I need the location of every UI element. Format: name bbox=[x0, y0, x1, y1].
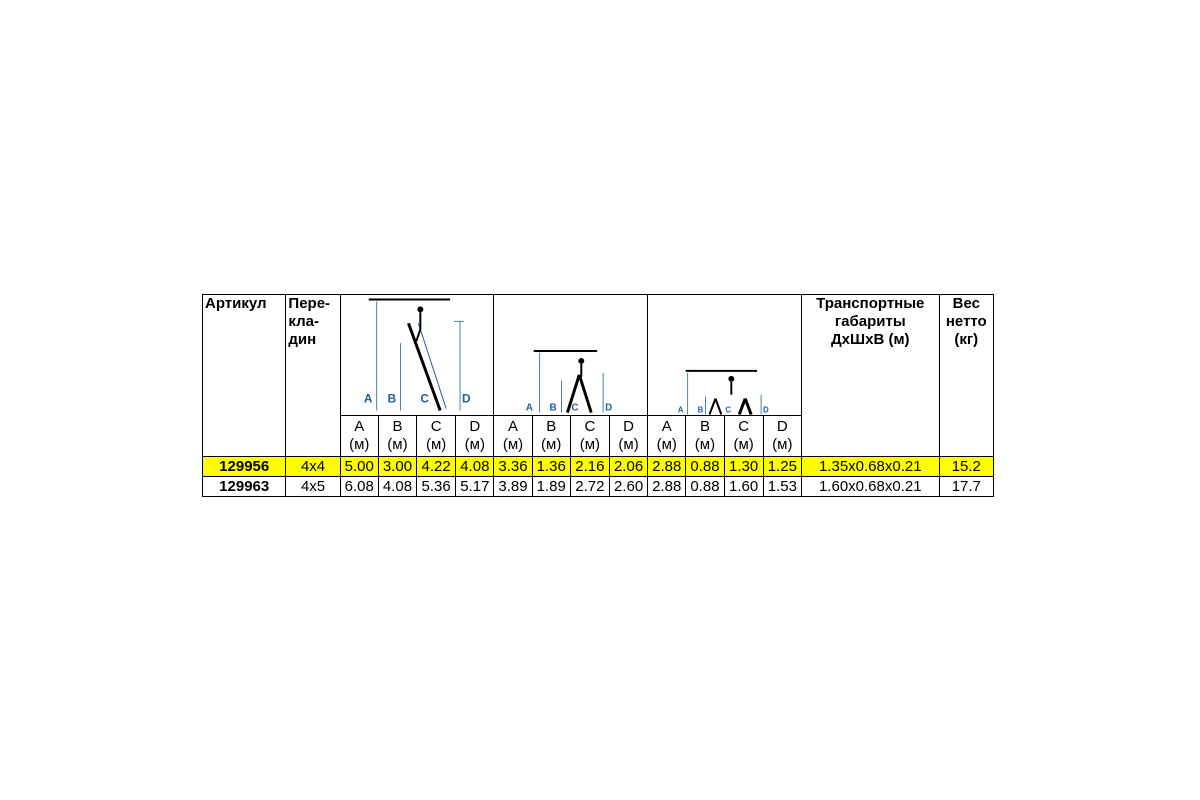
measure-cell: 2.88 bbox=[648, 457, 686, 477]
diagram-label: C bbox=[420, 391, 429, 406]
unit-header-cell: A (м) bbox=[648, 416, 686, 457]
table-row bbox=[203, 457, 994, 477]
unit-header-cell: C (м) bbox=[724, 416, 763, 457]
transport-cell: 1.60x0.68x0.21 bbox=[801, 477, 939, 497]
unit-header-cell: D (м) bbox=[456, 416, 494, 457]
platform-diagram bbox=[648, 295, 802, 416]
diagram-label: A bbox=[677, 405, 684, 415]
ladder-spec-table bbox=[202, 294, 994, 497]
diagram-label: A bbox=[363, 391, 373, 406]
diagram-label: C bbox=[725, 405, 732, 415]
table-row bbox=[203, 477, 994, 497]
diagram-label: A bbox=[526, 402, 534, 414]
article-header: Артикул bbox=[203, 295, 286, 457]
rungs-cell: 4x4 bbox=[286, 457, 340, 477]
diagram-label: C bbox=[571, 402, 579, 414]
measure-cell: 2.06 bbox=[609, 457, 647, 477]
measure-cell: 4.08 bbox=[378, 477, 416, 497]
stepladder-icon bbox=[494, 295, 647, 415]
measure-cell: 1.60 bbox=[724, 477, 763, 497]
diagram-label: B bbox=[549, 402, 558, 414]
diagram-label: B bbox=[387, 391, 396, 406]
transport-cell: 1.35x0.68x0.21 bbox=[801, 457, 939, 477]
measure-cell: 0.88 bbox=[686, 457, 724, 477]
platform-icon bbox=[648, 295, 801, 415]
header-row bbox=[203, 295, 994, 416]
measure-cell: 3.36 bbox=[494, 457, 532, 477]
measure-cell: 6.08 bbox=[340, 477, 378, 497]
rungs-cell: 4x5 bbox=[286, 477, 340, 497]
measure-cell: 5.00 bbox=[340, 457, 378, 477]
measure-cell: 2.60 bbox=[609, 477, 647, 497]
unit-header-cell: B (м) bbox=[378, 416, 416, 457]
transport-header: Транспортные габариты ДхШхВ (м) bbox=[801, 295, 939, 457]
measure-cell: 4.08 bbox=[456, 457, 494, 477]
measure-cell: 0.88 bbox=[686, 477, 724, 497]
weight-header: Вес нетто (кг) bbox=[939, 295, 993, 457]
measure-cell: 1.89 bbox=[532, 477, 570, 497]
article-cell: 129963 bbox=[203, 477, 286, 497]
weight-cell: 15.2 bbox=[939, 457, 993, 477]
unit-header-cell: B (м) bbox=[686, 416, 724, 457]
measure-cell: 2.16 bbox=[570, 457, 609, 477]
article-cell: 129956 bbox=[203, 457, 286, 477]
measure-cell: 4.22 bbox=[417, 457, 456, 477]
measure-cell: 2.72 bbox=[570, 477, 609, 497]
measure-cell: 2.88 bbox=[648, 477, 686, 497]
measure-cell: 1.36 bbox=[532, 457, 570, 477]
stepladder-diagram bbox=[494, 295, 648, 416]
measure-cell: 1.53 bbox=[763, 477, 801, 497]
rungs-header: Пере- кла- дин bbox=[286, 295, 340, 457]
weight-cell: 17.7 bbox=[939, 477, 993, 497]
measure-cell: 1.30 bbox=[724, 457, 763, 477]
measure-cell: 3.89 bbox=[494, 477, 532, 497]
diagram-label: D bbox=[605, 402, 613, 414]
diagram-label: D bbox=[461, 391, 471, 406]
diagram-label: B bbox=[697, 405, 704, 415]
leaning-ladder-icon bbox=[341, 295, 494, 415]
measure-cell: 3.00 bbox=[378, 457, 416, 477]
leaning-ladder-diagram bbox=[340, 295, 494, 416]
measure-cell: 5.36 bbox=[417, 477, 456, 497]
unit-header-cell: B (м) bbox=[532, 416, 570, 457]
unit-header-cell: A (м) bbox=[494, 416, 532, 457]
unit-header-cell: D (м) bbox=[609, 416, 647, 457]
diagram-label: D bbox=[763, 405, 769, 415]
unit-header-cell: C (м) bbox=[417, 416, 456, 457]
unit-header-cell: C (м) bbox=[570, 416, 609, 457]
measure-cell: 1.25 bbox=[763, 457, 801, 477]
measure-cell: 5.17 bbox=[456, 477, 494, 497]
unit-header-cell: A (м) bbox=[340, 416, 378, 457]
unit-header-cell: D (м) bbox=[763, 416, 801, 457]
